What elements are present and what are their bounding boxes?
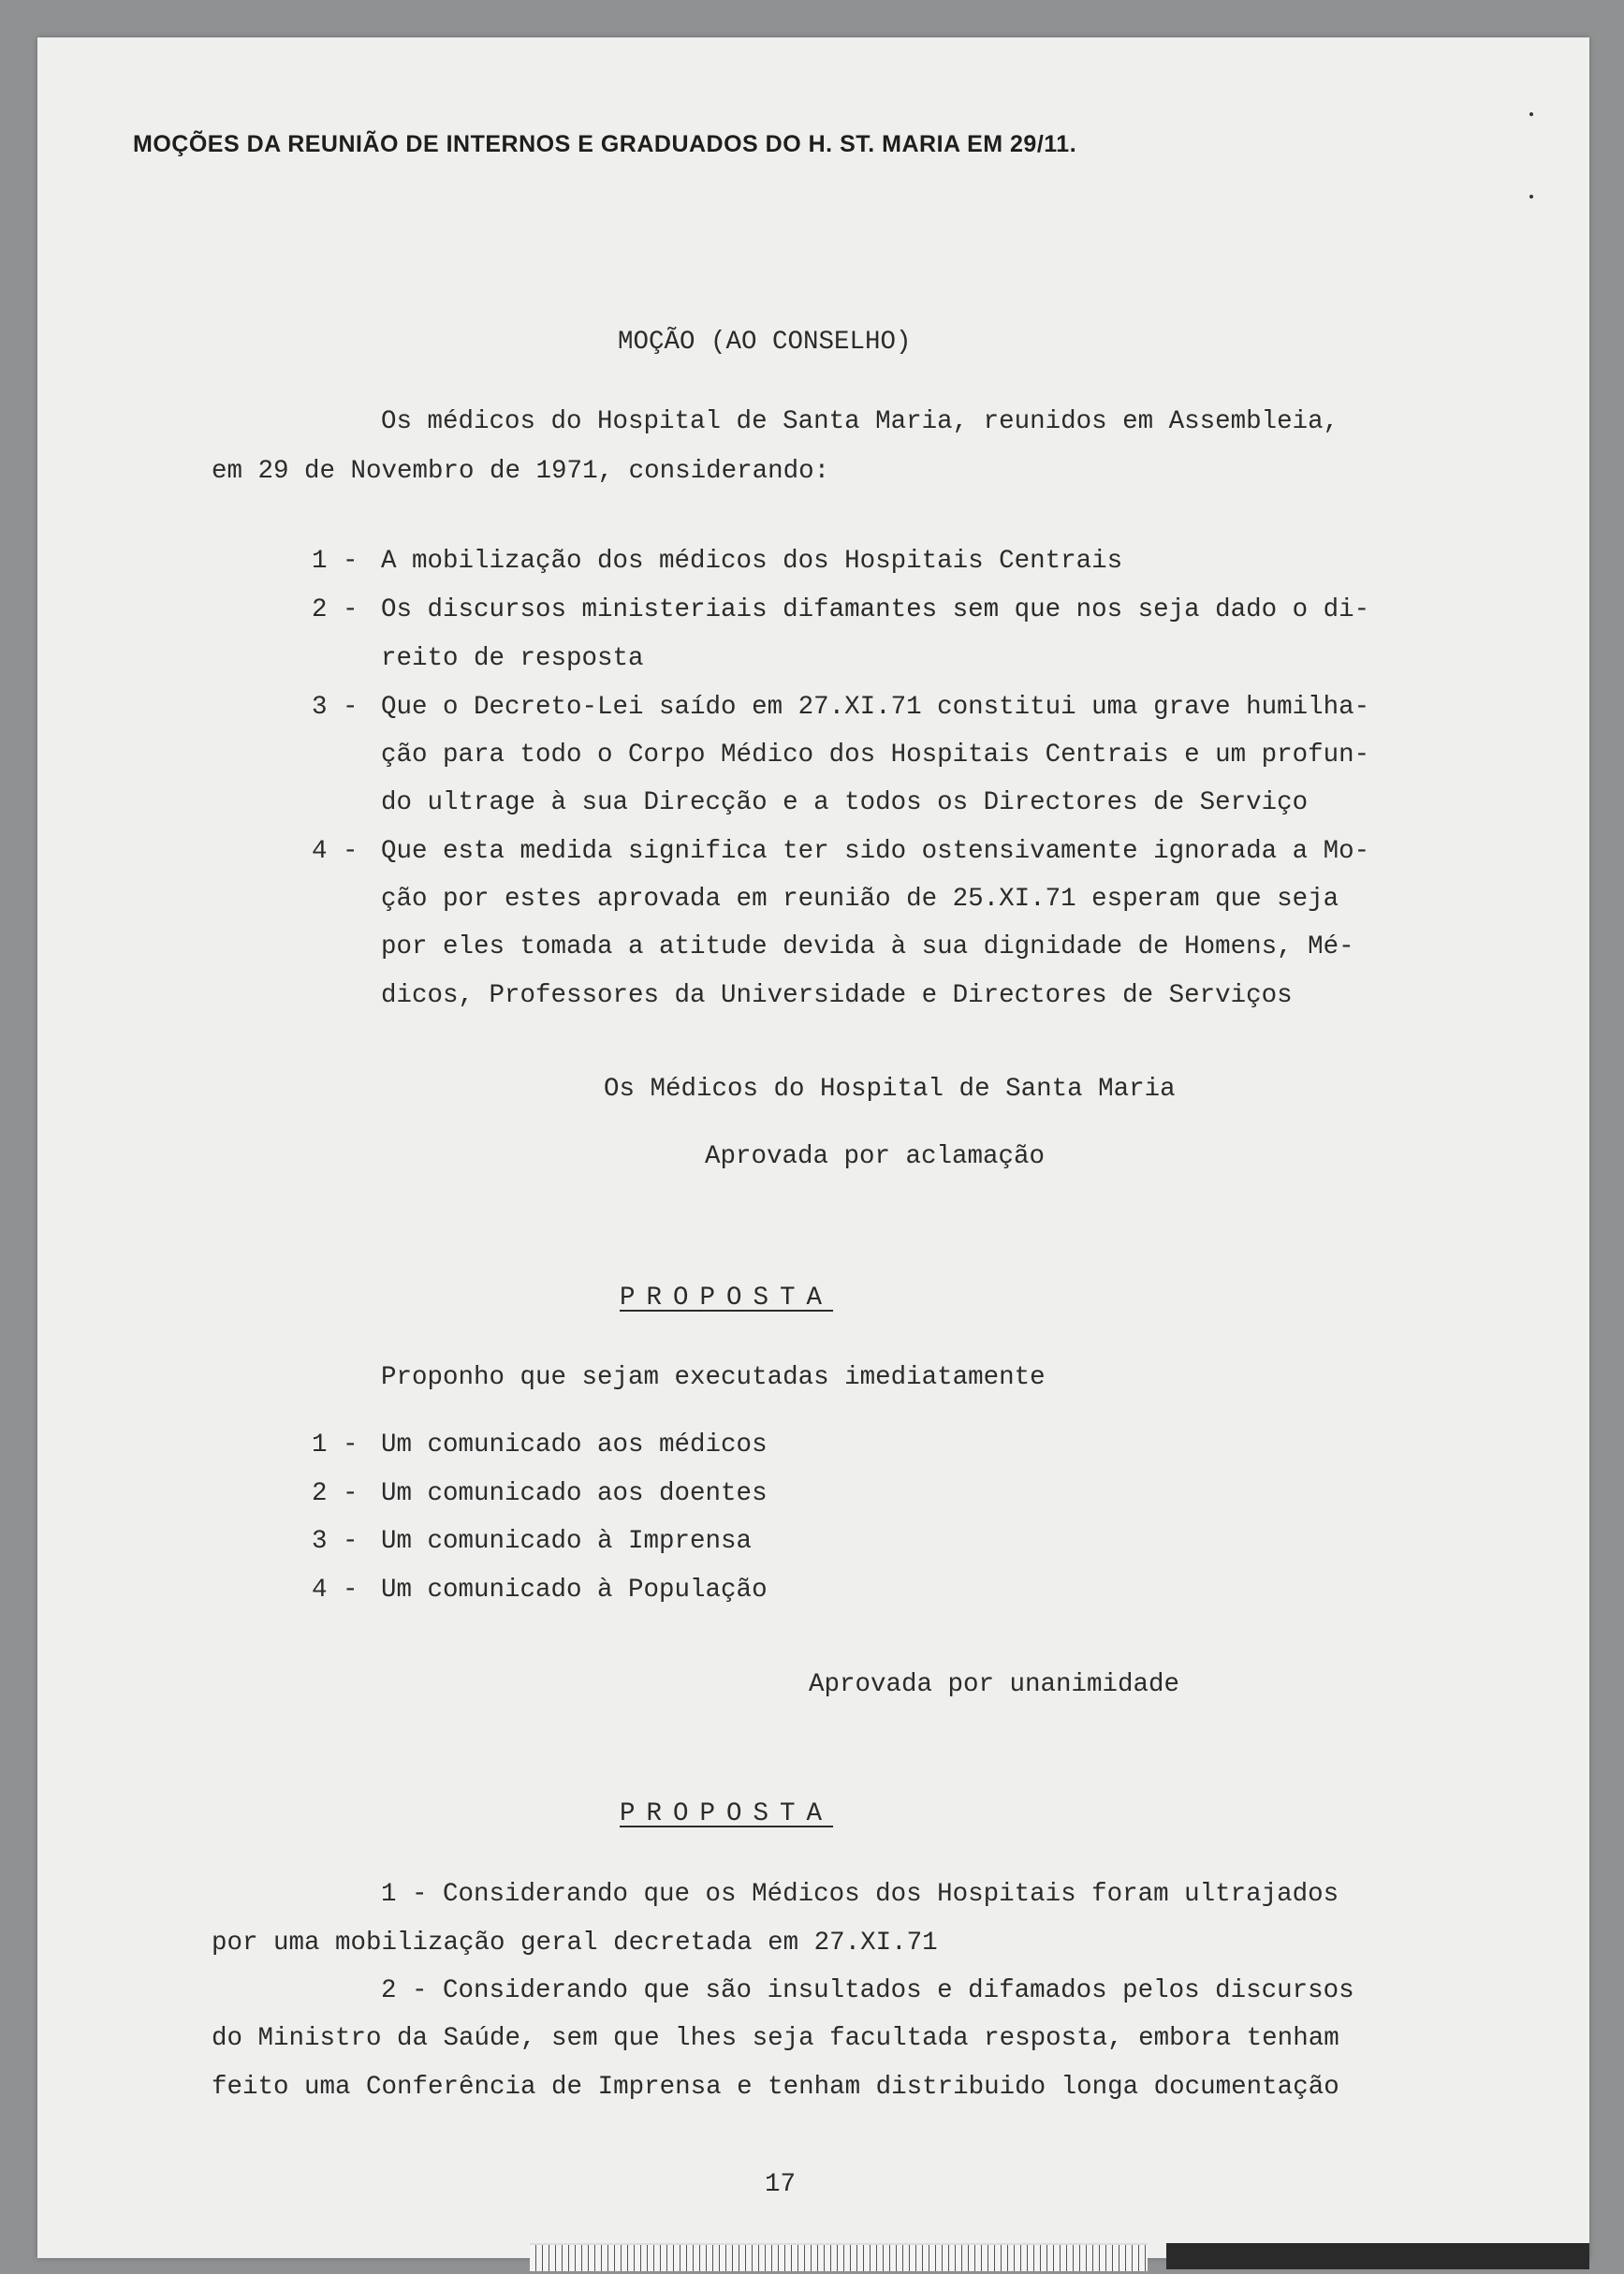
mocao-item-1-number: 1 - [312, 547, 358, 576]
mocao-item-2-line-2: reito de resposta [381, 644, 644, 673]
mocao-item-4-line-2: ção por estes aprovada em reunião de 25.XI.71 esperam que seja [381, 885, 1339, 914]
page-number: 17 [765, 2170, 797, 2199]
scan-speck [1529, 195, 1533, 198]
mocao-item-4-line-4: dicos, Professores da Universidade e Directores de Serviços [381, 981, 1293, 1010]
proposta-1-item-4: Um comunicado à População [381, 1576, 768, 1605]
proposta-1-approval: Aprovada por unanimidade [809, 1670, 1180, 1699]
proposta-2-line-2: por uma mobilização geral decretada em 27.XI.71 [212, 1929, 938, 1958]
proposta-2-title: PROPOSTA [620, 1799, 834, 1828]
proposta-1-item-1-number: 1 - [312, 1430, 358, 1460]
proposta-1-item-3: Um comunicado à Imprensa [381, 1527, 753, 1556]
mocao-item-3-line-3: do ultrage à sua Direcção e a todos os Directores de Serviço [381, 788, 1309, 817]
proposta-2-line-1: 1 - Considerando que os Médicos dos Hospitais foram ultrajados [381, 1880, 1339, 1909]
mocao-item-3-line-2: ção para todo o Corpo Médico dos Hospitais Centrais e um profun- [381, 741, 1370, 770]
scan-ruler [530, 2243, 1148, 2271]
mocao-item-2-line-1: Os discursos ministeriais difamantes sem que nos seja dado o di- [381, 595, 1370, 624]
mocao-item-3-number: 3 - [312, 693, 358, 722]
proposta-1-intro: Proponho que sejam executadas imediatamente [381, 1363, 1046, 1392]
mocao-item-1-line-1: A mobilização dos médicos dos Hospitais Centrais [381, 547, 1123, 576]
scan-speck [1529, 112, 1533, 116]
proposta-2-line-3: 2 - Considerando que são insultados e difamados pelos discursos [381, 1976, 1354, 2005]
proposta-1-item-2: Um comunicado aos doentes [381, 1479, 768, 1508]
mocao-item-3-line-1: Que o Decreto-Lei saído em 27.XI.71 constitui uma grave humilha- [381, 693, 1370, 722]
document-header: MOÇÕES DA REUNIÃO DE INTERNOS E GRADUADOS DO H. ST. MARIA EM 29/11. [133, 131, 1077, 157]
mocao-approval: Aprovada por aclamação [705, 1142, 1046, 1171]
proposta-1-item-1: Um comunicado aos médicos [381, 1430, 768, 1460]
mocao-item-2-number: 2 - [312, 595, 358, 624]
proposta-1-item-4-number: 4 - [312, 1576, 358, 1605]
mocao-item-4-number: 4 - [312, 837, 358, 866]
mocao-intro-line-2: em 29 de Novembro de 1971, considerando: [212, 457, 830, 486]
proposta-2-line-4: do Ministro da Saúde, sem que lhes seja facultada resposta, embora tenham [212, 2024, 1339, 2053]
mocao-title: MOÇÃO (AO CONSELHO) [618, 328, 912, 357]
proposta-1-item-3-number: 3 - [312, 1527, 358, 1556]
scan-color-bar [1166, 2243, 1589, 2269]
mocao-intro-line-1: Os médicos do Hospital de Santa Maria, reunidos em Assembleia, [381, 407, 1339, 436]
mocao-item-4-line-3: por eles tomada a atitude devida à sua dignidade de Homens, Mé- [381, 932, 1354, 961]
proposta-1-title: PROPOSTA [620, 1284, 834, 1313]
proposta-2-line-5: feito uma Conferência de Imprensa e tenham distribuido longa documentação [212, 2073, 1339, 2102]
mocao-item-4-line-1: Que esta medida significa ter sido ostensivamente ignorada a Mo- [381, 837, 1370, 866]
mocao-signature: Os Médicos do Hospital de Santa Maria [604, 1075, 1176, 1104]
proposta-1-item-2-number: 2 - [312, 1479, 358, 1508]
